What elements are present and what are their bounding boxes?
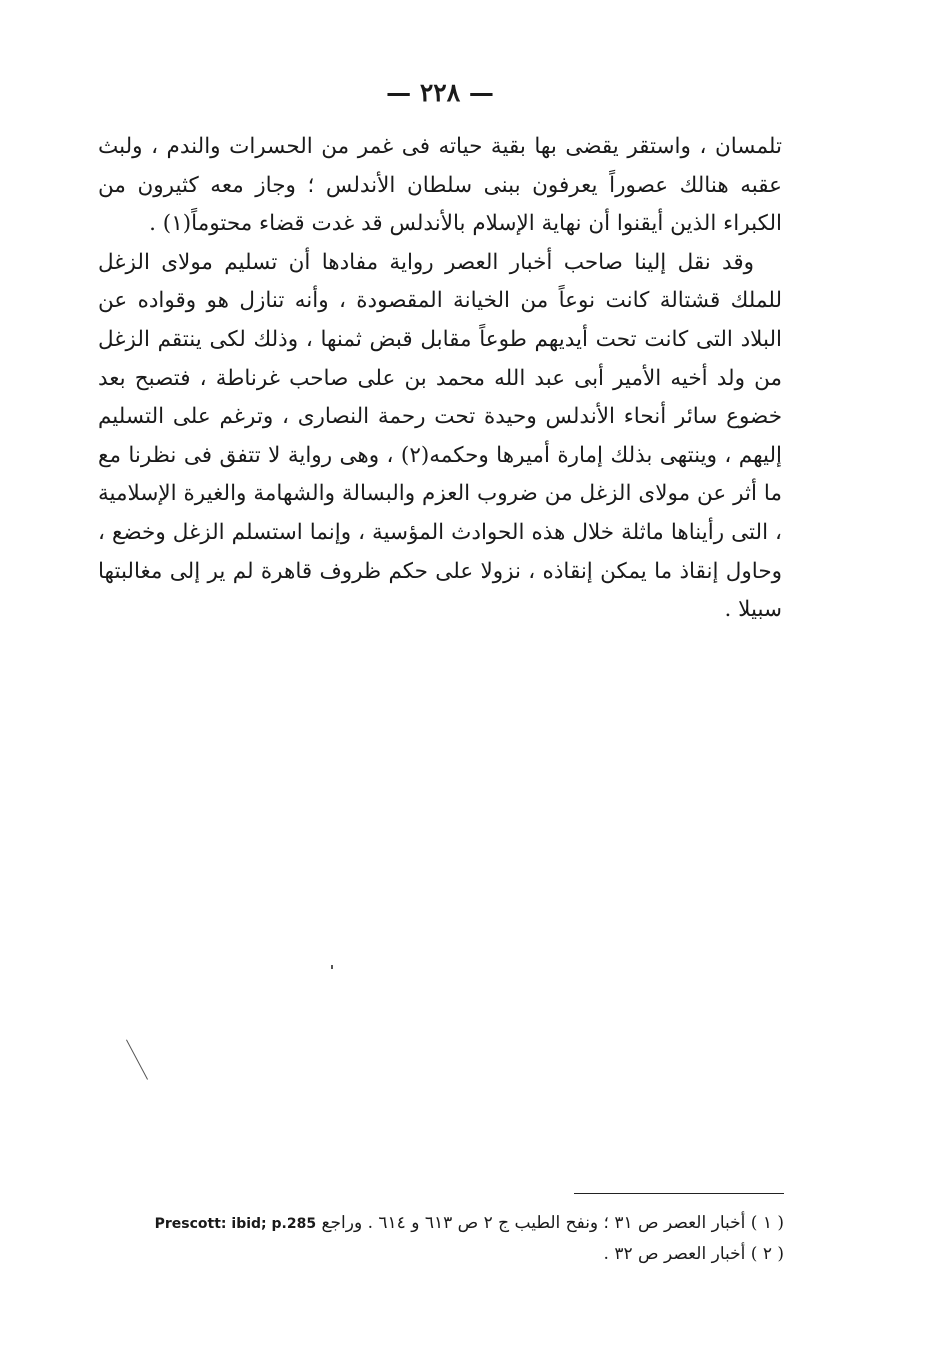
main-text — [98, 128, 782, 630]
footnote-divider — [574, 1193, 784, 1194]
paragraph-2: وقد نقل إلينا صاحب أخبار العصر رواية مفادها أن تسليم مولاى الزغل للملك قشتالة كانت نوعاً من الخيانة المقصودة ، وأنه تنازل هو وقواده عن البلاد التى كانت تحت أيديهم طوعاً مقابل قبض ثمنها ، وذلك لكى ينتقم الزغل من ولد أخيه الأمير أبى عبد الله محمد بن على صاحب غرناطة ، فتصبح بعد خضوع سائر أنحاء الأندلس وحيدة تحت رحمة النصارى ، وترغم على التسليم إليهم ، وينتهى بذلك إمارة أميرها وحكمه(٢) ، وهى رواية لا تتفق فى نظرنا مع ما أثر عن مولاى الزغل من ضروب العزم والبسالة والشهامة والغيرة الإسلامية ، التى رأيناها ماثلة خلال هذه الحوادث المؤسية ، وإنما استسلم الزغل وخضع ، وحاول إنقاذ ما يمكن إنقاذه ، نزولا على حكم ظروف قاهرة لم ير إلى مغالبتها سبيلا . — [98, 249, 782, 623]
footnotes — [92, 1208, 784, 1269]
footnote-1-latin-reference: Prescott: ibid; p.285 — [154, 1216, 317, 1232]
page-number: — ٢٢٨ — — [386, 78, 494, 107]
scan-speck — [331, 965, 333, 969]
footnote-2-text: ( ٢ ) أخبار العصر ص ٣٢ . — [603, 1244, 784, 1264]
scan-stroke-mark — [126, 1040, 148, 1080]
footnote-2 — [92, 1239, 784, 1269]
footnote-1-text: ( ١ ) أخبار العصر ص ٣١ ؛ ونفح الطيب ج ٢ ص ٦١٣ و ٦١٤ . وراجع — [321, 1213, 784, 1233]
footnote-1 — [92, 1208, 784, 1239]
paragraph-1: تلمسان ، واستقر يقضى بها بقية حياته فى غمر من الحسرات والندم ، ولبث عقبه هنالك عصوراً يعرفون ببنى سلطان الأندلس ؛ وجاز معه كثيرون من الكبراء الذين أيقنوا أن نهاية الإسلام بالأندلس قد غدت قضاء محتوماً(١) . — [98, 134, 782, 237]
